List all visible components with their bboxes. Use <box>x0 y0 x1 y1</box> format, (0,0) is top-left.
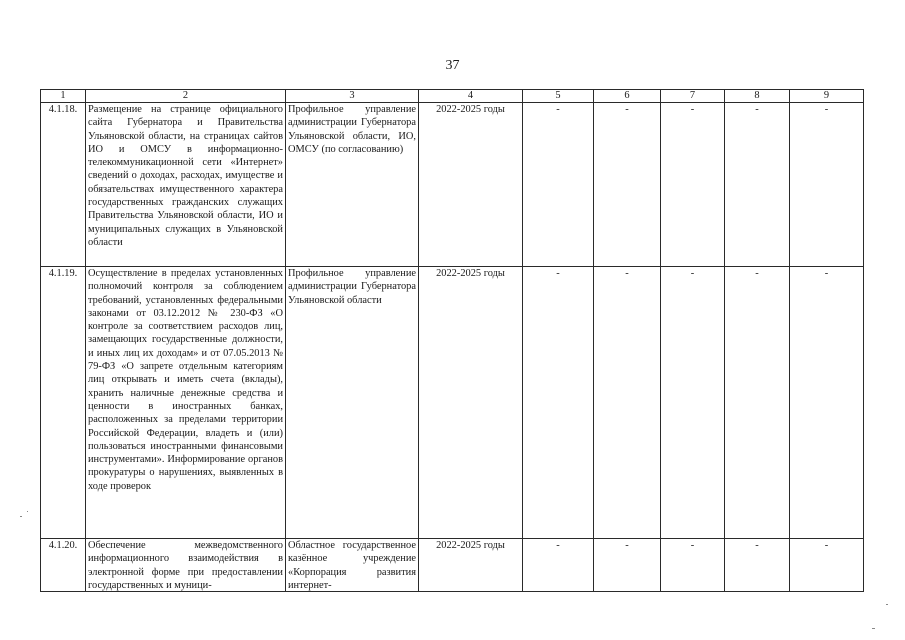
responsible-executor <box>286 539 419 592</box>
row-number: 4.1.20. <box>41 539 86 592</box>
responsible-executor-text: Областное государственное казённое учреждение «Корпорация развития интернет- <box>288 540 416 591</box>
table-header-row <box>41 90 864 103</box>
funding-cell: - <box>661 539 725 592</box>
column-header: 8 <box>725 90 790 103</box>
row-number: 4.1.18. <box>41 103 86 267</box>
implementation-period: 2022-2025 годы <box>419 103 523 267</box>
column-header: 5 <box>523 90 594 103</box>
responsible-executor: Профильное управление администрации Губернатора Ульяновской области <box>286 267 419 539</box>
funding-cell: - <box>523 539 594 592</box>
table-row <box>41 267 864 539</box>
table-row <box>41 103 864 267</box>
funding-cell: - <box>725 267 790 539</box>
column-header: 6 <box>594 90 661 103</box>
row-number: 4.1.19. <box>41 267 86 539</box>
column-header: 7 <box>661 90 725 103</box>
page-number: 37 <box>445 58 460 73</box>
implementation-period: 2022-2025 годы <box>419 539 523 592</box>
implementation-period: 2022-2025 годы <box>419 267 523 539</box>
funding-cell: - <box>725 539 790 592</box>
scan-speck <box>872 628 875 629</box>
responsible-executor: Профильное управление администрации Губернатора Ульяновской области, ИО, ОМСУ (по согласованию) <box>286 103 419 267</box>
funding-cell: - <box>661 103 725 267</box>
measure-description: Осуществление в пределах установленных полномочий контроля за соблюдением требований, установленных федеральными законами от 03.12.2012 № 230-ФЗ «О контроле за соответствием расходов лиц, замещающих государственные должности, и иных лиц их доходам» и от 07.05.2013 № 79-ФЗ «О запрете отдельным категориям лиц открывать и иметь счета (вклады), хранить наличные денежные средства и ценности в иностранных банках, расположенных за пределами территории Российской Федерации, владеть и (или) пользоваться иностранными финансовыми инструментами». Информирование органов прокуратуры о нарушениях, выявленных в ходе проверок <box>86 267 286 539</box>
scan-speck <box>27 511 28 512</box>
funding-cell: - <box>790 539 864 592</box>
column-header: 2 <box>86 90 286 103</box>
funding-cell: - <box>523 103 594 267</box>
table-row <box>41 539 864 592</box>
funding-cell: - <box>725 103 790 267</box>
scan-speck <box>20 516 22 517</box>
funding-cell: - <box>790 103 864 267</box>
scan-speck <box>886 604 888 605</box>
column-header: 4 <box>419 90 523 103</box>
measure-description <box>86 539 286 592</box>
funding-cell: - <box>594 267 661 539</box>
column-header: 9 <box>790 90 864 103</box>
column-header: 3 <box>286 90 419 103</box>
funding-cell: - <box>523 267 594 539</box>
funding-cell: - <box>661 267 725 539</box>
column-header: 1 <box>41 90 86 103</box>
funding-cell: - <box>790 267 864 539</box>
funding-cell: - <box>594 103 661 267</box>
measures-table <box>40 89 864 592</box>
measure-description-text: Обеспечение межведомственного информационного взаимодействия в электронной форме при предоставлении государственных и муници- <box>88 540 283 591</box>
funding-cell: - <box>594 539 661 592</box>
measure-description: Размещение на странице официального сайта Губернатора и Правительства Ульяновской области, на страницах сайтов ИО и ОМСУ в информационно-телекоммуникационной сети «Интернет» сведений о доходах, расходах, имуществе и обязательствах имущественного характера государственных гражданских служащих Правительства Ульяновской области, ИО и муниципальных служащих в Ульяновской области <box>86 103 286 267</box>
